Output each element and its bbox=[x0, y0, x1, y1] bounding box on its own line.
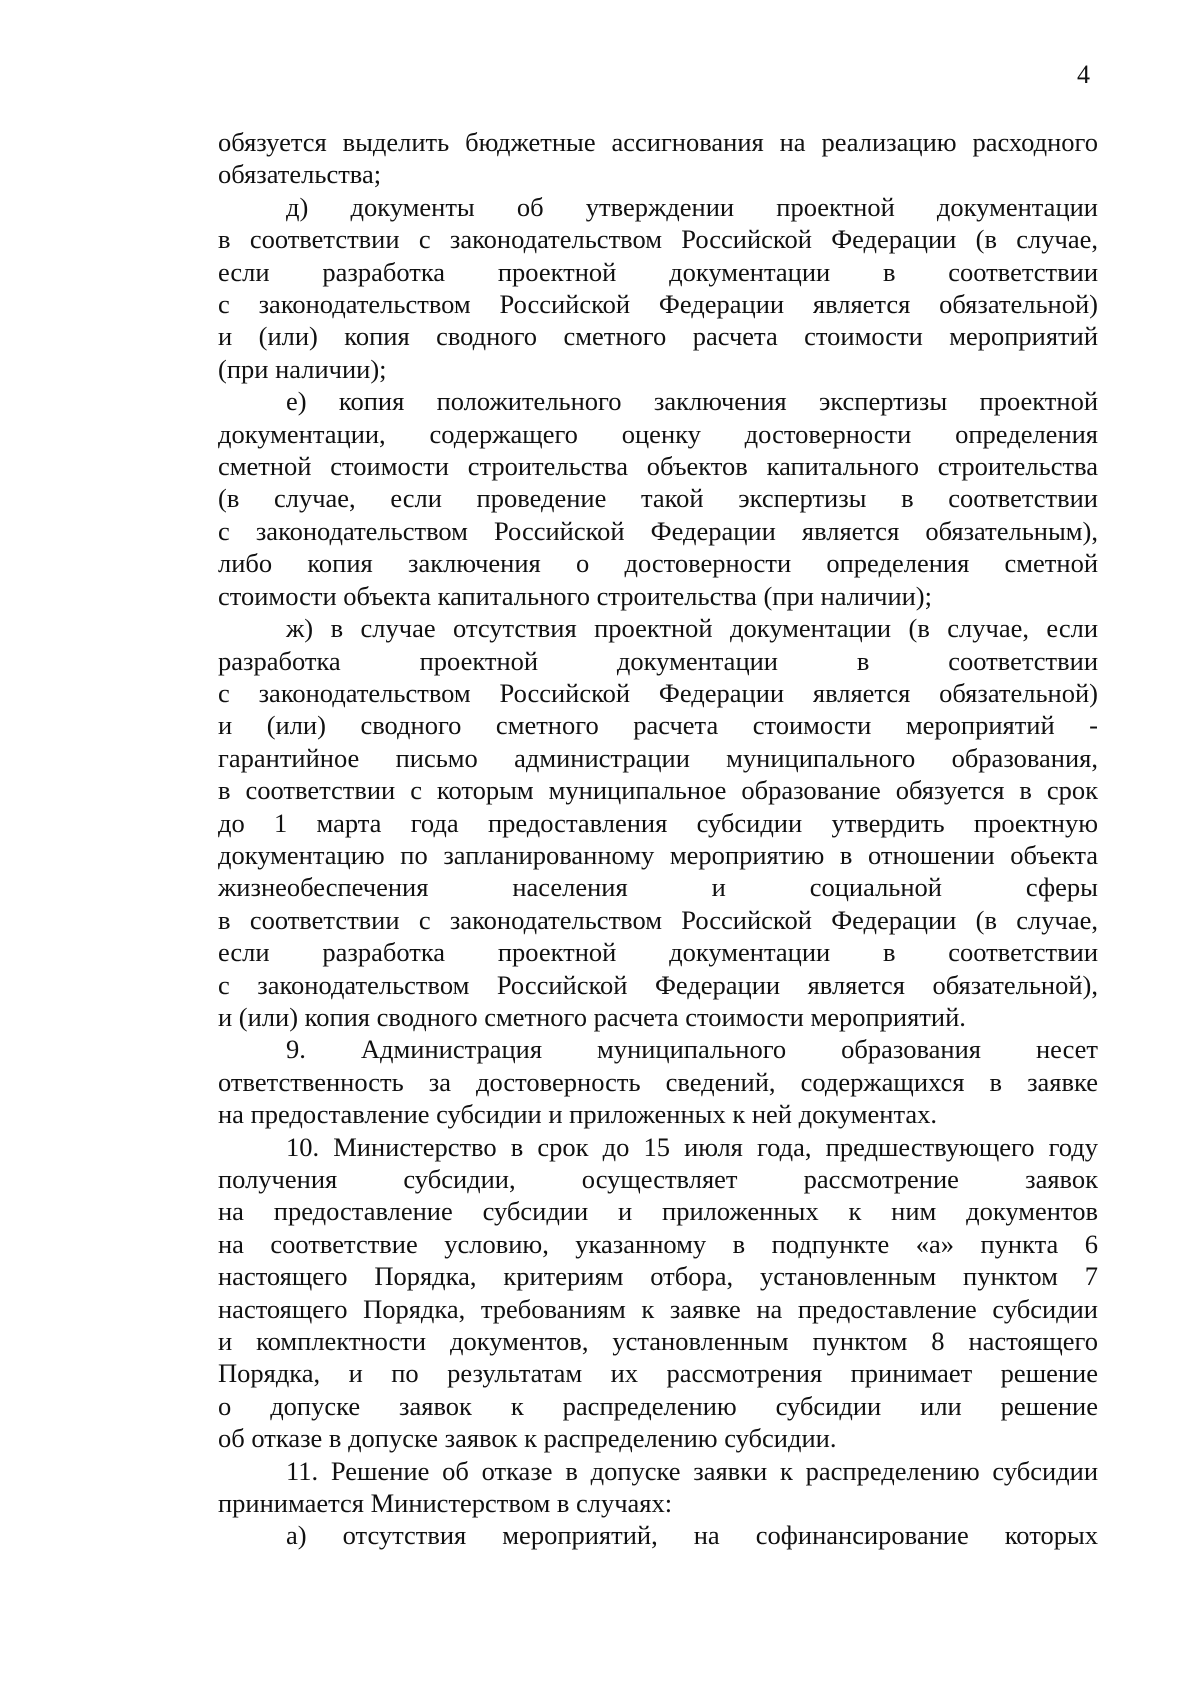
text-line: ответственность за достоверность сведений, содержащихся в заявке bbox=[218, 1066, 1098, 1097]
text-line: и (или) сводного сметного расчета стоимости мероприятий - bbox=[218, 710, 1098, 741]
text-line: с законодательством Российской Федерации является обязательной), bbox=[218, 969, 1098, 1000]
text-line: до 1 марта года предоставления субсидии утвердить проектную bbox=[218, 807, 1098, 838]
text-line: настоящего Порядка, критериям отбора, установленным пунктом 7 bbox=[218, 1261, 1098, 1292]
text-line: 9. Администрация муниципального образования несет bbox=[286, 1034, 1098, 1065]
text-line: если разработка проектной документации в соответствии bbox=[218, 256, 1098, 287]
text-line: либо копия заключения о достоверности определения сметной bbox=[218, 548, 1098, 579]
text-line: документации, содержащего оценку достоверности определения bbox=[218, 418, 1098, 449]
text-line: в соответствии с законодательством Российской Федерации (в случае, bbox=[218, 224, 1098, 255]
text-line: на предоставление субсидии и приложенных к ним документов bbox=[218, 1196, 1098, 1227]
document-body bbox=[218, 126, 1098, 1552]
page-number: 4 bbox=[1077, 60, 1090, 89]
text-line: с законодательством Российской Федерации является обязательным), bbox=[218, 515, 1098, 546]
text-line: принимается Министерством в случаях: bbox=[218, 1488, 673, 1519]
text-line: получения субсидии, осуществляет рассмотрение заявок bbox=[218, 1164, 1098, 1194]
text-line: на соответствие условию, указанному в подпункте «а» пункта 6 bbox=[218, 1228, 1098, 1259]
text-line: а) отсутствия мероприятий, на софинансирование которых bbox=[286, 1520, 1098, 1551]
text-line: документацию по запланированному мероприятию в отношении объекта bbox=[218, 839, 1098, 870]
text-line: обязательства; bbox=[218, 159, 382, 190]
text-line: д) документы об утверждении проектной документации bbox=[286, 191, 1098, 222]
text-line: жизнеобеспечения населения и социальной сферы bbox=[218, 872, 1098, 903]
text-line: стоимости объекта капитального строительства (при наличии); bbox=[218, 580, 932, 611]
text-line: разработка проектной документации в соответствии bbox=[218, 645, 1098, 676]
text-line: 11. Решение об отказе в допуске заявки к распределению субсидии bbox=[286, 1455, 1098, 1486]
text-line: в соответствии с законодательством Российской Федерации (в случае, bbox=[218, 904, 1098, 935]
text-line: и (или) копия сводного сметного расчета стоимости мероприятий. bbox=[218, 1001, 966, 1032]
text-line: об отказе в допуске заявок к распределению субсидии. bbox=[218, 1423, 837, 1454]
text-line: 10. Министерство в срок до 15 июля года, предшествующего году bbox=[286, 1131, 1098, 1162]
text-line: с законодательством Российской Федерации является обязательной) bbox=[218, 677, 1098, 708]
text-line: в соответствии с которым муниципальное образование обязуется в срок bbox=[218, 775, 1098, 806]
text-line: с законодательством Российской Федерации является обязательной) bbox=[218, 289, 1098, 320]
text-line: если разработка проектной документации в соответствии bbox=[218, 937, 1098, 968]
text-line: и (или) копия сводного сметного расчета стоимости мероприятий bbox=[218, 321, 1098, 352]
text-line: (в случае, если проведение такой экспертизы в соответствии bbox=[218, 483, 1098, 514]
text-line: о допуске заявок к распределению субсидии или решение bbox=[218, 1390, 1098, 1421]
text-line: обязуется выделить бюджетные ассигнования на реализацию расходного bbox=[218, 127, 1098, 157]
text-line: е) копия положительного заключения экспертизы проектной bbox=[286, 386, 1098, 417]
text-line: Порядка, и по результатам их рассмотрения принимает решение bbox=[218, 1358, 1098, 1389]
text-line: на предоставление субсидии и приложенных к ней документах. bbox=[218, 1099, 937, 1130]
text-line: и комплектности документов, установленным пунктом 8 настоящего bbox=[218, 1326, 1098, 1357]
text-line: (при наличии); bbox=[218, 353, 387, 384]
text-line: гарантийное письмо администрации муниципального образования, bbox=[218, 742, 1098, 773]
text-line: сметной стоимости строительства объектов капитального строительства bbox=[218, 451, 1098, 482]
text-line: настоящего Порядка, требованиям к заявке на предоставление субсидии bbox=[218, 1293, 1098, 1324]
text-line: ж) в случае отсутствия проектной документации (в случае, если bbox=[286, 613, 1098, 644]
